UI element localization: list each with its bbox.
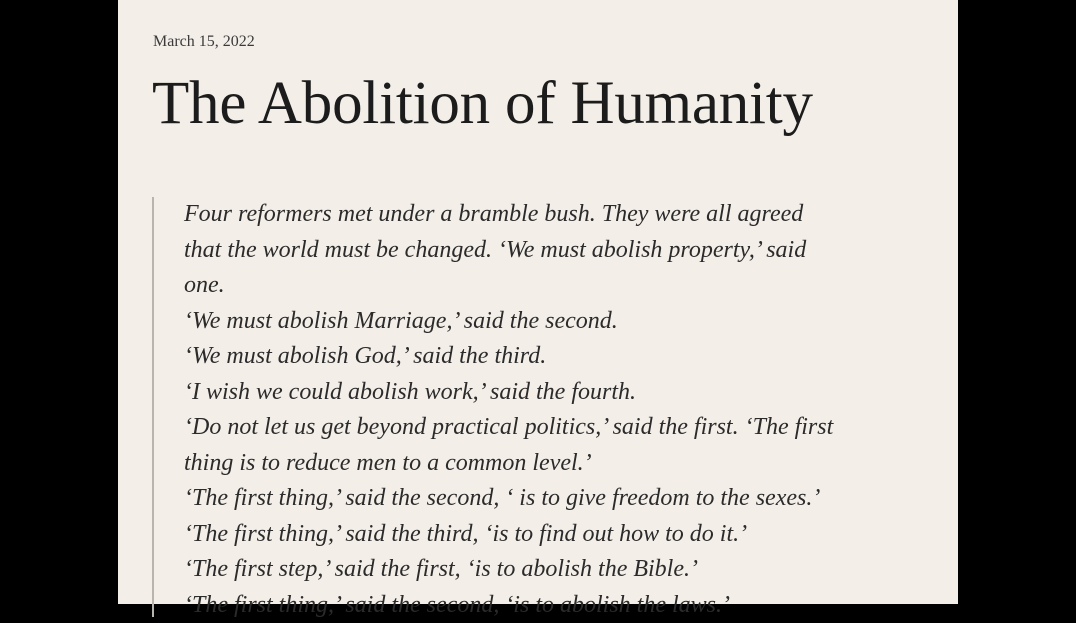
- quote-line: ‘I wish we could abolish work,’ said the fourth.: [184, 375, 924, 411]
- quote-line: Four reformers met under a bramble bush. They were all agreed: [184, 197, 924, 233]
- blockquote-bar: [152, 197, 154, 617]
- article-page: [118, 0, 958, 604]
- quote-line: ‘Do not let us get beyond practical politics,’ said the first. ‘The first: [184, 410, 924, 446]
- quote-line: ‘We must abolish God,’ said the third.: [184, 339, 924, 375]
- quote-line: ‘The first step,’ said the first, ‘is to abolish the Bible.’: [184, 552, 924, 588]
- quote-line: thing is to reduce men to a common level.’: [184, 446, 924, 482]
- quote-line: ‘The first thing,’ said the second, ‘is to abolish the laws.’: [184, 588, 924, 623]
- article-date: March 15, 2022: [153, 33, 255, 51]
- blockquote: [184, 197, 924, 623]
- quote-line: ‘We must abolish Marriage,’ said the second.: [184, 304, 924, 340]
- quote-line: that the world must be changed. ‘We must abolish property,’ said: [184, 233, 924, 269]
- quote-line: ‘The first thing,’ said the third, ‘is to find out how to do it.’: [184, 517, 924, 553]
- quote-line: one.: [184, 268, 924, 304]
- quote-line: ‘The first thing,’ said the second, ‘ is to give freedom to the sexes.’: [184, 481, 924, 517]
- article-title: The Abolition of Humanity: [152, 66, 813, 142]
